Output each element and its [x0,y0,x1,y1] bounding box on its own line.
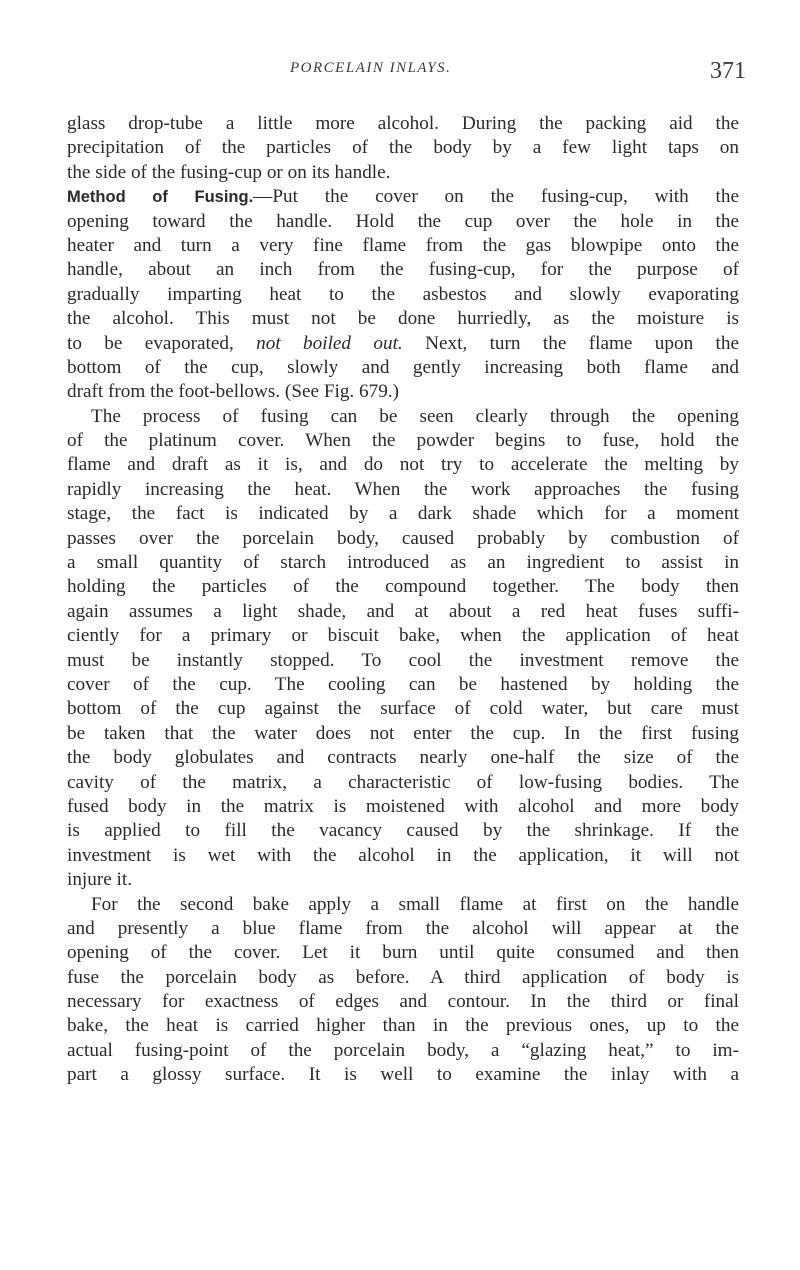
text-line: The process of fusing can be seen clearly through the opening [91,405,739,427]
text-line: precipitation of the particles of the body by a few light taps on [67,137,739,159]
text-line: and presently a blue flame from the alcohol will appear at the [67,917,739,939]
text-line: passes over the porcelain body, caused probably by combustion of [67,527,739,549]
text-line: investment is wet with the alcohol in the application, it will not [67,844,739,866]
text-line: actual fusing-point of the porcelain body, a “glazing heat,” to im- [67,1039,739,1061]
text-line: part a glossy surface. It is well to examine the inlay with a [67,1064,739,1086]
text-line: opening of the cover. Let it burn until quite consumed and then [67,942,739,964]
text-line: of the platinum cover. When the powder begins to fuse, hold the [67,430,739,452]
text-line: flame and draft as it is, and do not try to accelerate the melting by [67,454,739,476]
body-text [67,112,739,1088]
text-line: bake, the heat is carried higher than in the previous ones, up to the [67,1015,739,1037]
text-line: opening toward the handle. Hold the cup over the hole in the [67,210,739,232]
text-line: bottom of the cup, slowly and gently increasing both flame and [67,356,739,378]
text-line: rapidly increasing the heat. When the work approaches the fusing [67,478,739,500]
text-line: gradually imparting heat to the asbestos and slowly evaporating [67,283,739,305]
page-number: 371 [710,58,746,84]
text-line: stage, the fact is indicated by a dark shade which for a moment [67,503,739,525]
emphasis-text: not boiled out. [256,332,403,354]
text-run: —Put the cover on the fusing-cup, with the [253,186,740,208]
text-line: be taken that the water does not enter the cup. In the first fusing [67,722,739,744]
text-line [67,332,739,356]
text-run: to be evaporated, [67,332,257,354]
text-line: fused body in the matrix is moistened with alcohol and more body [67,795,739,817]
text-line: bottom of the cup against the surface of cold water, but care must [67,698,739,720]
text-line: heater and turn a very fine flame from the gas blowpipe onto the [67,234,739,256]
running-title: PORCELAIN INLAYS. [290,60,452,76]
text-line: glass drop-tube a little more alcohol. During the packing aid the [67,113,739,134]
text-line: must be instantly stopped. To cool the investment remove the [67,649,739,671]
text-line: injure it. [67,869,133,891]
text-line: is applied to fill the vacancy caused by the shrinkage. If the [67,820,739,842]
text-line [67,185,739,209]
text-line: a small quantity of starch introduced as an ingredient to assist in [67,552,739,574]
text-line: fuse the porcelain body as before. A third application of body is [67,966,739,988]
text-line: holding the particles of the compound together. The body then [67,576,739,598]
text-line: handle, about an inch from the fusing-cup, for the purpose of [67,259,739,281]
text-line: draft from the foot-bellows. (See Fig. 679.) [67,381,399,403]
text-line: the body globulates and contracts nearly one-half the size of the [67,747,739,769]
text-line: cover of the cup. The cooling can be hastened by holding the [67,673,739,695]
text-line: the side of the fusing-cup or on its handle. [67,161,391,183]
text-line: the alcohol. This must not be done hurriedly, as the moisture is [67,308,739,330]
text-line: For the second bake apply a small flame at first on the handle [91,893,739,915]
running-head [0,58,800,88]
text-line: cavity of the matrix, a characteristic of low-fusing bodies. The [67,771,739,793]
text-line: ciently for a primary or biscuit bake, when the application of heat [67,625,739,647]
text-run: Next, turn the flame upon the [402,332,739,354]
section-heading: Method of Fusing. [67,188,254,207]
text-line: necessary for exactness of edges and contour. In the third or final [67,991,739,1013]
text-line: again assumes a light shade, and at about a red heat fuses suffi- [67,600,739,622]
